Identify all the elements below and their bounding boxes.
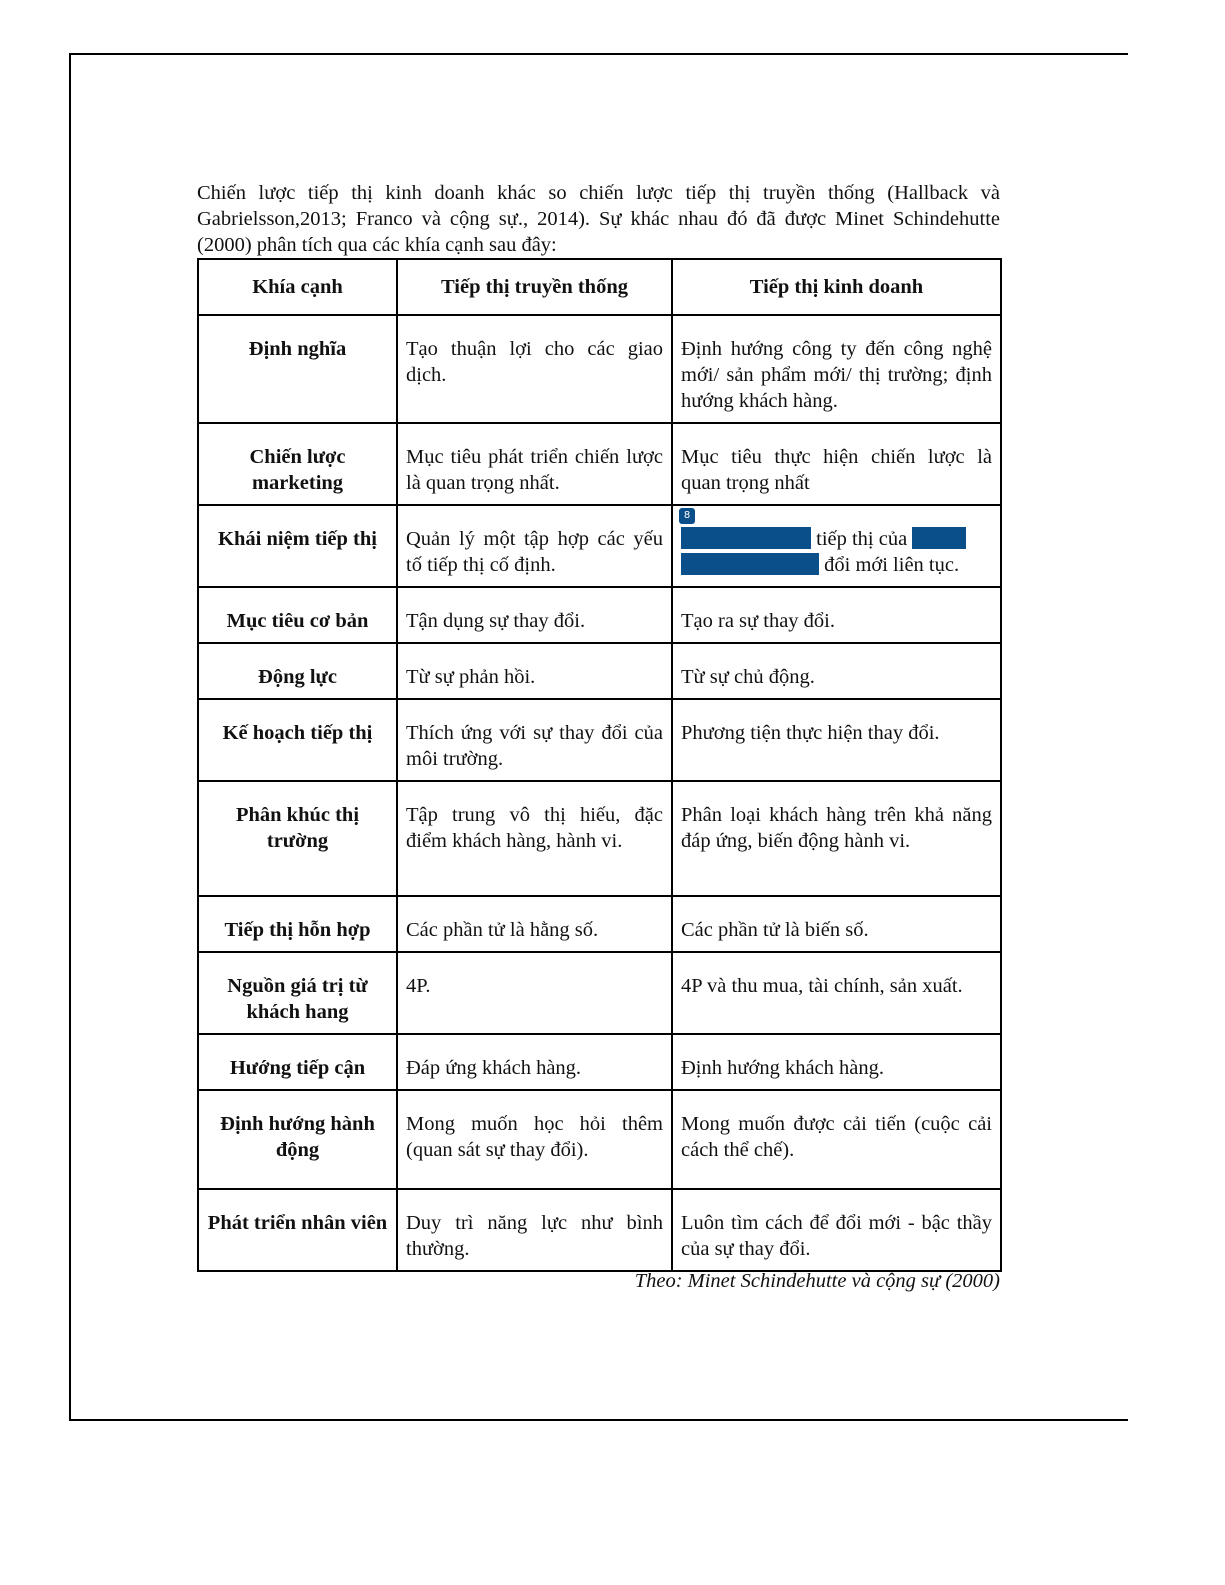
table-row [198,781,1001,896]
table-row [198,315,1001,423]
page-frame-left [69,53,71,1420]
table-header-row [198,259,1001,315]
row-traditional: Từ sự phản hồi. [397,643,672,699]
row-aspect: Mục tiêu cơ bản [198,587,397,643]
header-traditional: Tiếp thị truyền thống [397,259,672,315]
comparison-table [197,258,1002,1272]
row-business: Tạo ra sự thay đổi. [672,587,1001,643]
row-business: Phương tiện thực hiện thay đổi. [672,699,1001,781]
intro-paragraph: Chiến lược tiếp thị kinh doanh khác so chiến lược tiếp thị truyền thống (Hallback và Gabrielsson,2013; Franco và cộng sự., 2014). Sự khác nhau đó đã được Minet Schindehutte (2000) phân tích qua các khía cạnh sau đây: [197,182,1000,256]
table-row [198,1189,1001,1271]
row-aspect: Phát triển nhân viên [198,1189,397,1271]
row-aspect: Chiến lược marketing [198,423,397,505]
row-traditional: Tạo thuận lợi cho các giao dịch. [397,315,672,423]
row-business: Mong muốn được cải tiến (cuộc cải cách thể chế). [672,1090,1001,1189]
table-row [198,505,1001,587]
table-row [198,423,1001,505]
row-traditional: 4P. [397,952,672,1034]
row-aspect: Động lực [198,643,397,699]
table-row [198,1034,1001,1090]
row-business: Định hướng công ty đến công nghệ mới/ sản phẩm mới/ thị trường; định hướng khách hàng. [672,315,1001,423]
row-aspect: Phân khúc thị trường [198,781,397,896]
row-traditional: Mong muốn học hỏi thêm (quan sát sự thay đổi). [397,1090,672,1189]
row-business: Các phần tử là biến số. [672,896,1001,952]
row-business: Mục tiêu thực hiện chiến lược là quan trọng nhất [672,423,1001,505]
row-traditional: Thích ứng với sự thay đổi của môi trường. [397,699,672,781]
redaction-block [681,553,819,575]
row-traditional: Duy trì năng lực như bình thường. [397,1189,672,1271]
header-aspect: Khía cạnh [198,259,397,315]
redaction-block [681,527,811,549]
page-frame-top [69,53,1128,55]
table-row [198,1090,1001,1189]
row-business: Từ sự chủ động. [672,643,1001,699]
row-business: Định hướng khách hàng. [672,1034,1001,1090]
table-row [198,896,1001,952]
table-row [198,643,1001,699]
row-aspect: Định nghĩa [198,315,397,423]
table-row [198,952,1001,1034]
annotation-badge[interactable]: 8 [679,508,695,524]
row-aspect: Nguồn giá trị từ khách hang [198,952,397,1034]
row-business: Phân loại khách hàng trên khả năng đáp ứng, biến động hành vi. [672,781,1001,896]
row-aspect: Tiếp thị hỗn hợp [198,896,397,952]
row-aspect: Định hướng hành động [198,1090,397,1189]
table-row [198,699,1001,781]
row-business: 4P và thu mua, tài chính, sản xuất. [672,952,1001,1034]
row-traditional: Mục tiêu phát triển chiến lược là quan trọng nhất. [397,423,672,505]
row-traditional: Tập trung vô thị hiếu, đặc điểm khách hàng, hành vi. [397,781,672,896]
redacted-text-fragment: tiếp thị của [816,528,908,550]
redacted-text-fragment: đổi mới liên tục. [824,554,960,576]
row-traditional: Đáp ứng khách hàng. [397,1034,672,1090]
row-aspect: Hướng tiếp cận [198,1034,397,1090]
row-business: Luôn tìm cách để đổi mới - bậc thầy của sự thay đổi. [672,1189,1001,1271]
source-citation: Theo: Minet Schindehutte và cộng sự (2000) [634,1270,1000,1292]
row-aspect: Khái niệm tiếp thị [198,505,397,587]
page-frame-bottom [69,1419,1128,1421]
table-row [198,587,1001,643]
row-aspect: Kế hoạch tiếp thị [198,699,397,781]
header-business: Tiếp thị kinh doanh [672,259,1001,315]
redaction-block [912,527,966,549]
row-traditional: Tận dụng sự thay đổi. [397,587,672,643]
row-business-redacted [672,505,1001,587]
row-traditional: Các phần tử là hằng số. [397,896,672,952]
row-traditional: Quản lý một tập hợp các yếu tố tiếp thị cố định. [397,505,672,587]
